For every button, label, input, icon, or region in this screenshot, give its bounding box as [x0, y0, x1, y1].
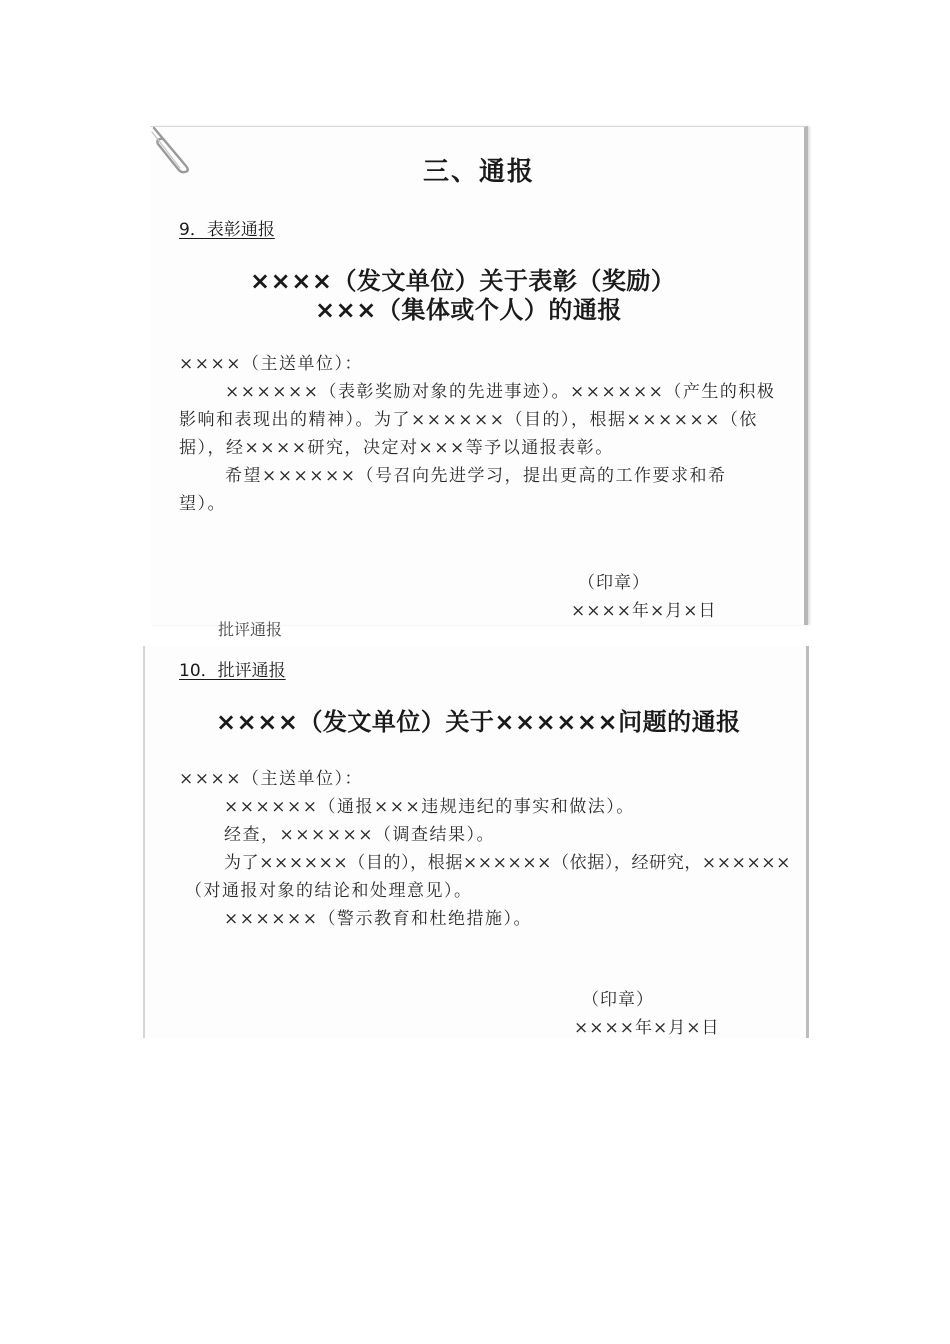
criticism-recipient: ××××（主送单位）：: [179, 769, 363, 789]
criticism-body-line: 经查，××××××（调查结果）。: [224, 825, 495, 845]
criticism-page: [143, 646, 809, 1038]
commendation-recipient: ××××（主送单位）：: [179, 354, 363, 374]
commendation-body-line: 据），经××××研究，决定对×××等予以通报表彰。: [179, 438, 614, 458]
commendation-page: [150, 126, 808, 639]
criticism-title: ××××（发文单位）关于××××××问题的通报: [216, 708, 741, 736]
criticism-body-line: （对通报对象的结论和处理意见）。: [185, 881, 473, 901]
criticism-date: ××××年×月×日: [574, 1018, 720, 1038]
commendation-seal: （印章）: [578, 573, 650, 593]
criticism-heading: 10．批评通报: [179, 661, 286, 681]
commendation-body-line: 希望××××××（号召向先进学习，提出更高的工作要求和希: [225, 466, 727, 486]
criticism-body-line: ××××××（警示教育和杜绝措施）。: [224, 909, 532, 929]
paperclip-icon: [150, 122, 200, 174]
commendation-date: ××××年×月×日: [571, 601, 717, 621]
commendation-body-line: 影响和表现出的精神）。为了××××××（目的），根据××××××（依: [179, 410, 758, 430]
commendation-title-line1: ××××（发文单位）关于表彰（奖励）: [250, 267, 676, 295]
criticism-body-line: 为了××××××（目的），根据××××××（依据），经研究，××××××: [224, 853, 791, 873]
commendation-body-line: 望）。: [179, 494, 226, 514]
cut-off-heading-fragment: 批评通报: [218, 620, 283, 639]
section-title: 三、通报: [423, 157, 536, 187]
commendation-title-line2: ×××（集体或个人）的通报: [315, 296, 622, 324]
criticism-seal: （印章）: [582, 990, 654, 1010]
commendation-body-line: ××××××（表彰奖励对象的先进事迹）。××××××（产生的积极: [225, 382, 776, 402]
commendation-heading: 9．表彰通报: [179, 220, 275, 240]
criticism-body-line: ××××××（通报×××违规违纪的事实和做法）。: [224, 797, 635, 817]
